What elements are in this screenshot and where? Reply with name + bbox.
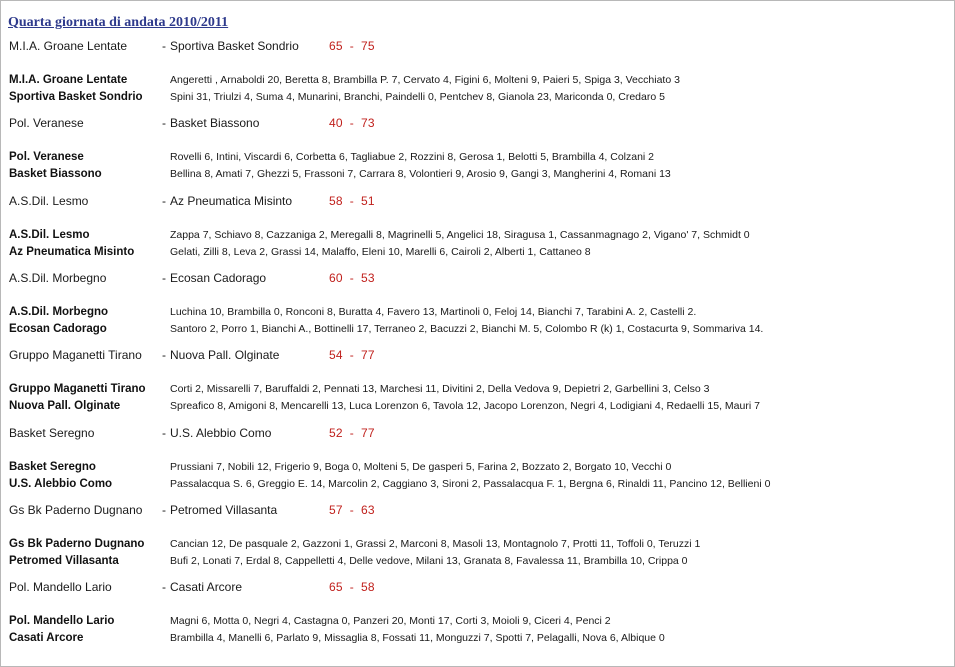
home-team-label: A.S.Dil. Morbegno xyxy=(9,306,109,318)
score-separator: - xyxy=(349,348,354,362)
score-separator: - xyxy=(349,426,354,440)
away-team-name: U.S. Alebbio Como xyxy=(170,426,272,440)
away-team-name: Petromed Villasanta xyxy=(170,503,278,517)
team-separator: - xyxy=(162,426,166,440)
away-players-list: Spini 31, Triulzi 4, Suma 4, Munarini, Branchi, Paindelli 0, Pentchev 8, Gianola 23, Mariconda 0, Credaro 5 xyxy=(170,91,665,103)
away-players-list: Gelati, Zilli 8, Leva 2, Grassi 14, Malaffo, Eleni 10, Marelli 6, Cairoli 2, Alberti 1, Cattaneo 8 xyxy=(170,246,591,258)
team-separator: - xyxy=(162,348,166,362)
home-players-list: Corti 2, Missarelli 7, Baruffaldi 2, Pennati 13, Marchesi 11, Divitini 2, Della Vedova 9, Depietri 2, Garbellini 3, Celso 3 xyxy=(170,383,710,395)
home-players-list: Luchina 10, Brambilla 0, Ronconi 8, Buratta 4, Favero 13, Martinoli 0, Feloj 14, Bianchi 7, Tarabini A. 2, Castelli 2. xyxy=(170,306,697,318)
home-players-list: Prussiani 7, Nobili 12, Frigerio 9, Boga 0, Molteni 5, De gasperi 5, Farina 2, Bozzato 2, Borgato 10, Vecchi 0 xyxy=(170,461,672,473)
away-team-label: U.S. Alebbio Como xyxy=(9,478,113,490)
home-score: 60 xyxy=(329,271,343,285)
home-team-label: Gs Bk Paderno Dugnano xyxy=(9,538,145,550)
away-team-label: Basket Biassono xyxy=(9,168,102,180)
home-roster-row xyxy=(1,150,951,164)
home-roster-row xyxy=(1,460,951,474)
score-separator: - xyxy=(349,580,354,594)
home-roster-row xyxy=(1,382,951,396)
match-result-row xyxy=(1,426,951,440)
away-score: 77 xyxy=(360,426,375,440)
home-players-list: Rovelli 6, Intini, Viscardi 6, Corbetta 6, Tagliabue 2, Rozzini 8, Gerosa 1, Belotti 5, Brambilla 4, Colzani 2 xyxy=(170,151,655,163)
away-players-list: Spreafico 8, Amigoni 8, Mencarelli 13, Luca Lorenzon 6, Tavola 12, Jacopo Lorenzon, Negri 4, Lodigiani 4, Redaelli 15, Mauri 7 xyxy=(170,400,760,412)
score-separator: - xyxy=(349,271,354,285)
team-separator: - xyxy=(162,503,166,517)
match-score xyxy=(329,426,375,440)
match-result-row xyxy=(1,503,951,517)
home-score: 54 xyxy=(329,348,343,362)
home-team-label: Pol. Mandello Lario xyxy=(9,615,115,627)
away-roster-row xyxy=(1,90,951,104)
home-team-label: Gruppo Maganetti Tirano xyxy=(9,383,146,395)
team-separator: - xyxy=(162,271,166,285)
away-score: 77 xyxy=(360,348,375,362)
home-team-label: Pol. Veranese xyxy=(9,151,84,163)
away-players-list: Bellina 8, Amati 7, Ghezzi 5, Frassoni 7, Carrara 8, Volontieri 9, Arosio 9, Gangi 3, Mangherini 4, Romani 13 xyxy=(170,168,671,180)
away-team-label: Az Pneumatica Misinto xyxy=(9,246,135,258)
away-roster-row xyxy=(1,167,951,181)
match-result-row xyxy=(1,39,951,53)
away-team-name: Nuova Pall. Olginate xyxy=(170,348,280,362)
home-score: 65 xyxy=(329,39,343,53)
home-score: 52 xyxy=(329,426,343,440)
home-team-label: Basket Seregno xyxy=(9,461,96,473)
home-team-name: A.S.Dil. Lesmo xyxy=(9,194,89,208)
home-roster-row xyxy=(1,305,951,319)
match-score xyxy=(329,116,375,130)
match-result-row xyxy=(1,116,951,130)
away-roster-row xyxy=(1,399,951,413)
team-separator: - xyxy=(162,39,166,53)
home-players-list: Zappa 7, Schiavo 8, Cazzaniga 2, Meregalli 8, Magrinelli 5, Angelici 18, Siragusa 1, Cassanmagnago 2, Vigano' 7, Schmidt 0 xyxy=(170,229,750,241)
away-team-name: Sportiva Basket Sondrio xyxy=(170,39,299,53)
team-separator: - xyxy=(162,580,166,594)
away-roster-row xyxy=(1,631,951,645)
away-score: 51 xyxy=(360,194,375,208)
home-score: 57 xyxy=(329,503,343,517)
home-team-name: A.S.Dil. Morbegno xyxy=(9,271,107,285)
team-separator: - xyxy=(162,116,166,130)
match-result-row xyxy=(1,348,951,362)
home-players-list: Magni 6, Motta 0, Negri 4, Castagna 0, Panzeri 20, Monti 17, Corti 3, Moioli 9, Ciceri 4, Penci 2 xyxy=(170,615,611,627)
away-players-list: Brambilla 4, Manelli 6, Parlato 9, Missaglia 8, Fossati 11, Monguzzi 7, Spotti 7, Pelagalli, Nova 6, Albique 0 xyxy=(170,632,665,644)
away-team-label: Nuova Pall. Olginate xyxy=(9,400,121,412)
home-team-name: Pol. Veranese xyxy=(9,116,84,130)
home-players-list: Cancian 12, De pasquale 2, Gazzoni 1, Grassi 2, Marconi 8, Masoli 13, Montagnolo 7, Protti 11, Toffoli 0, Teruzzi 1 xyxy=(170,538,701,550)
away-roster-row xyxy=(1,245,951,259)
match-score xyxy=(329,503,375,517)
away-team-label: Sportiva Basket Sondrio xyxy=(9,91,143,103)
away-team-name: Basket Biassono xyxy=(170,116,260,130)
away-team-name: Casati Arcore xyxy=(170,580,243,594)
away-players-list: Bufi 2, Lonati 7, Erdal 8, Cappelletti 4, Delle vedove, Milani 13, Granata 8, Favalessa 11, Brambilla 10, Crippa 0 xyxy=(170,555,688,567)
away-score: 63 xyxy=(360,503,375,517)
home-score: 58 xyxy=(329,194,343,208)
home-roster-row xyxy=(1,228,951,242)
away-players-list: Santoro 2, Porro 1, Bianchi A., Bottinelli 17, Terraneo 2, Bacuzzi 2, Bianchi M. 5, Colombo R (k) 1, Costacurta 9, Sommariva 14. xyxy=(170,323,764,335)
away-players-list: Passalacqua S. 6, Greggio E. 14, Marcolin 2, Caggiano 3, Sironi 2, Passalacqua F. 1, Bergna 6, Rinaldi 11, Pancino 12, Bellieni 0 xyxy=(170,478,771,490)
match-score xyxy=(329,271,375,285)
home-players-list: Angeretti , Arnaboldi 20, Beretta 8, Brambilla P. 7, Cervato 4, Figini 6, Molteni 9, Paieri 5, Spiga 3, Vecchiato 3 xyxy=(170,74,680,86)
score-separator: - xyxy=(349,194,354,208)
home-team-label: A.S.Dil. Lesmo xyxy=(9,229,90,241)
score-separator: - xyxy=(349,39,354,53)
home-team-name: M.I.A. Groane Lentate xyxy=(9,39,128,53)
away-score: 73 xyxy=(360,116,375,130)
match-score xyxy=(329,39,375,53)
home-team-name: Gruppo Maganetti Tirano xyxy=(9,348,142,362)
away-roster-row xyxy=(1,322,951,336)
home-team-label: M.I.A. Groane Lentate xyxy=(9,74,128,86)
away-team-name: Ecosan Cadorago xyxy=(170,271,267,285)
home-roster-row xyxy=(1,73,951,87)
away-roster-row xyxy=(1,554,951,568)
away-team-name: Az Pneumatica Misinto xyxy=(170,194,293,208)
page-title: Quarta giornata di andata 2010/2011 xyxy=(8,15,229,30)
home-roster-row xyxy=(1,614,951,628)
match-score xyxy=(329,348,375,362)
home-team-name: Gs Bk Paderno Dugnano xyxy=(9,503,143,517)
match-result-row xyxy=(1,194,951,208)
home-roster-row xyxy=(1,537,951,551)
match-score xyxy=(329,194,375,208)
match-score xyxy=(329,580,375,594)
match-result-row xyxy=(1,271,951,285)
away-roster-row xyxy=(1,477,951,491)
away-score: 58 xyxy=(360,580,375,594)
home-team-name: Pol. Mandello Lario xyxy=(9,580,112,594)
score-separator: - xyxy=(349,116,354,130)
home-team-name: Basket Seregno xyxy=(9,426,95,440)
away-team-label: Casati Arcore xyxy=(9,632,84,644)
away-score: 53 xyxy=(360,271,375,285)
away-team-label: Petromed Villasanta xyxy=(9,555,119,567)
match-result-row xyxy=(1,580,951,594)
home-score: 40 xyxy=(329,116,343,130)
home-score: 65 xyxy=(329,580,343,594)
away-team-label: Ecosan Cadorago xyxy=(9,323,107,335)
team-separator: - xyxy=(162,194,166,208)
away-score: 75 xyxy=(360,39,375,53)
score-separator: - xyxy=(349,503,354,517)
